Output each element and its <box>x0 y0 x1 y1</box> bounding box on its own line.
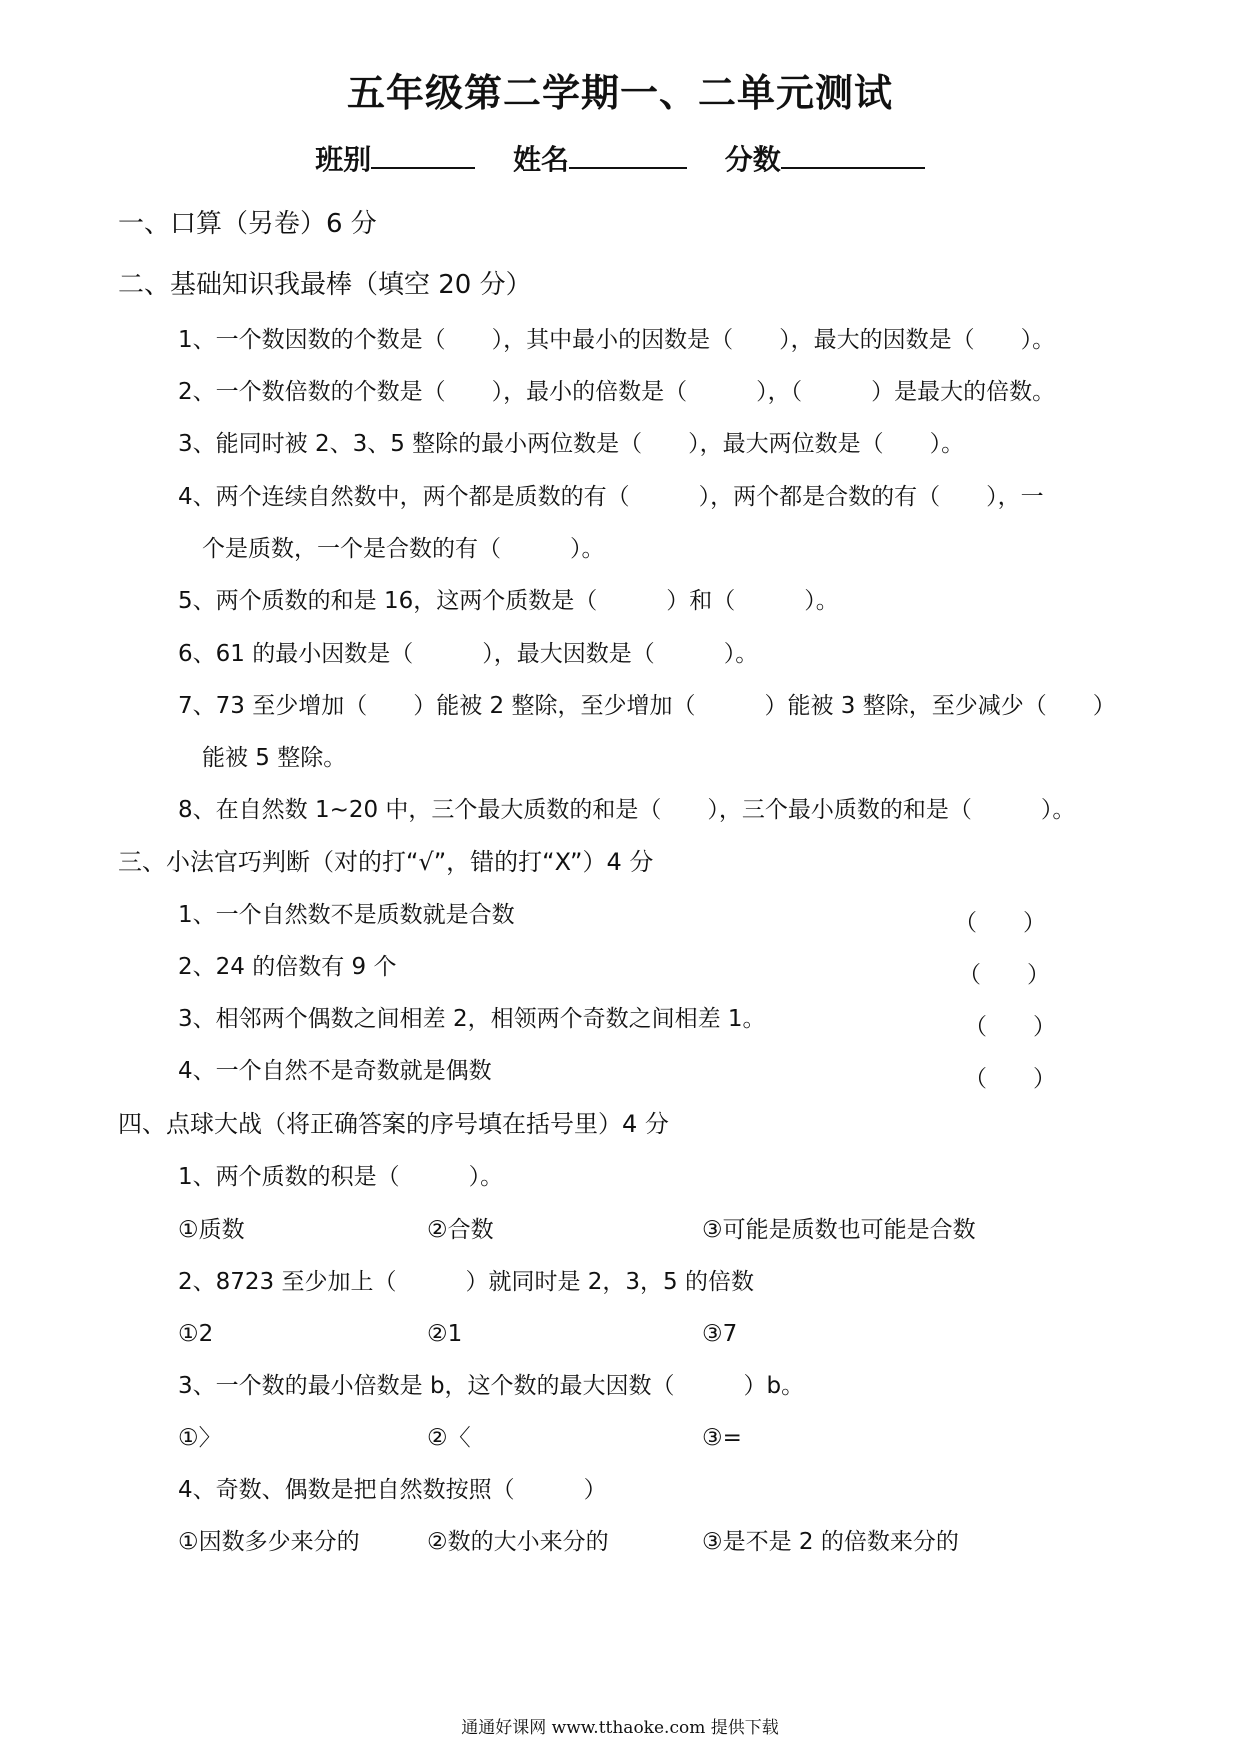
judge-question: 4、一个自然不是奇数就是偶数 <box>178 1058 492 1084</box>
class-label: 班别 <box>315 143 372 176</box>
fill-question-continued: 能被 5 整除。 <box>202 745 347 771</box>
fill-question: 2、一个数倍数的个数是（ ），最小的倍数是（ ），（ ）是最大的倍数。 <box>178 379 1056 405</box>
answer-parentheses[interactable]: （ ） <box>954 910 1046 936</box>
section-4-title: 四、点球大战（将正确答案的序号填在括号里）4 分 <box>118 1110 669 1138</box>
choice-option-1: ①2 <box>178 1321 214 1347</box>
judge-question: 2、24 的倍数有 9 个 <box>178 954 397 980</box>
choice-option-2: ②数的大小来分的 <box>427 1529 609 1555</box>
fill-question-continued: 个是质数，一个是合数的有（ ）。 <box>202 536 605 562</box>
score-blank[interactable] <box>781 141 925 169</box>
answer-parentheses[interactable]: （ ） <box>958 962 1050 988</box>
choice-option-1: ①〉 <box>178 1425 222 1451</box>
name-blank[interactable] <box>569 141 687 169</box>
score-field <box>725 138 925 178</box>
choice-option-3: ③7 <box>702 1321 738 1347</box>
choice-question: 3、一个数的最小倍数是 b，这个数的最大因数（ ）b。 <box>178 1373 805 1399</box>
footer-credit: 通通好课网 www.tthaoke.com 提供下载 <box>461 1718 779 1738</box>
page-title: 五年级第二学期一、二单元测试 <box>346 71 893 115</box>
class-blank[interactable] <box>371 141 475 169</box>
choice-option-2: ②1 <box>427 1321 463 1347</box>
choice-question: 4、奇数、偶数是把自然数按照（ ） <box>178 1477 607 1503</box>
answer-parentheses[interactable]: （ ） <box>964 1014 1056 1040</box>
name-field <box>513 138 687 178</box>
section-2-title: 二、基础知识我最棒（填空 20 分） <box>118 270 532 300</box>
choice-option-3: ③= <box>702 1425 742 1451</box>
student-info-row <box>0 138 1240 178</box>
section-3-title: 三、小法官巧判断（对的打“√”，错的打“X”）4 分 <box>118 848 654 876</box>
fill-question: 1、一个数因数的个数是（ ），其中最小的因数是（ ），最大的因数是（ ）。 <box>178 327 1056 353</box>
fill-question: 5、两个质数的和是 16，这两个质数是（ ）和（ ）。 <box>178 588 839 614</box>
choice-option-3: ③可能是质数也可能是合数 <box>702 1217 976 1243</box>
choice-option-1: ①质数 <box>178 1217 245 1243</box>
name-label: 姓名 <box>512 143 569 176</box>
judge-question: 1、一个自然数不是质数就是合数 <box>178 902 515 928</box>
choice-option-3: ③是不是 2 的倍数来分的 <box>702 1529 959 1555</box>
choice-option-2: ②〈 <box>427 1425 471 1451</box>
fill-question: 7、73 至少增加（ ）能被 2 整除，至少增加（ ）能被 3 整除，至少减少（ ） <box>178 693 1116 719</box>
fill-question: 8、在自然数 1~20 中，三个最大质数的和是（ ），三个最小质数的和是（ ）。 <box>178 797 1076 823</box>
class-field <box>315 138 475 178</box>
choice-option-1: ①因数多少来分的 <box>178 1529 360 1555</box>
judge-question: 3、相邻两个偶数之间相差 2，相领两个奇数之间相差 1。 <box>178 1006 766 1032</box>
fill-question: 4、两个连续自然数中，两个都是质数的有（ ），两个都是合数的有（ ），一 <box>178 484 1044 510</box>
score-label: 分数 <box>724 143 781 176</box>
answer-parentheses[interactable]: （ ） <box>964 1066 1056 1092</box>
fill-question: 3、能同时被 2、3、5 整除的最小两位数是（ ），最大两位数是（ ）。 <box>178 431 965 457</box>
section-1-title: 一、口算（另卷）6 分 <box>118 209 377 239</box>
choice-option-2: ②合数 <box>427 1217 494 1243</box>
choice-question: 2、8723 至少加上（ ）就同时是 2，3，5 的倍数 <box>178 1269 754 1295</box>
fill-question: 6、61 的最小因数是（ ），最大因数是（ ）。 <box>178 641 759 667</box>
choice-question: 1、两个质数的积是（ ）。 <box>178 1164 504 1190</box>
